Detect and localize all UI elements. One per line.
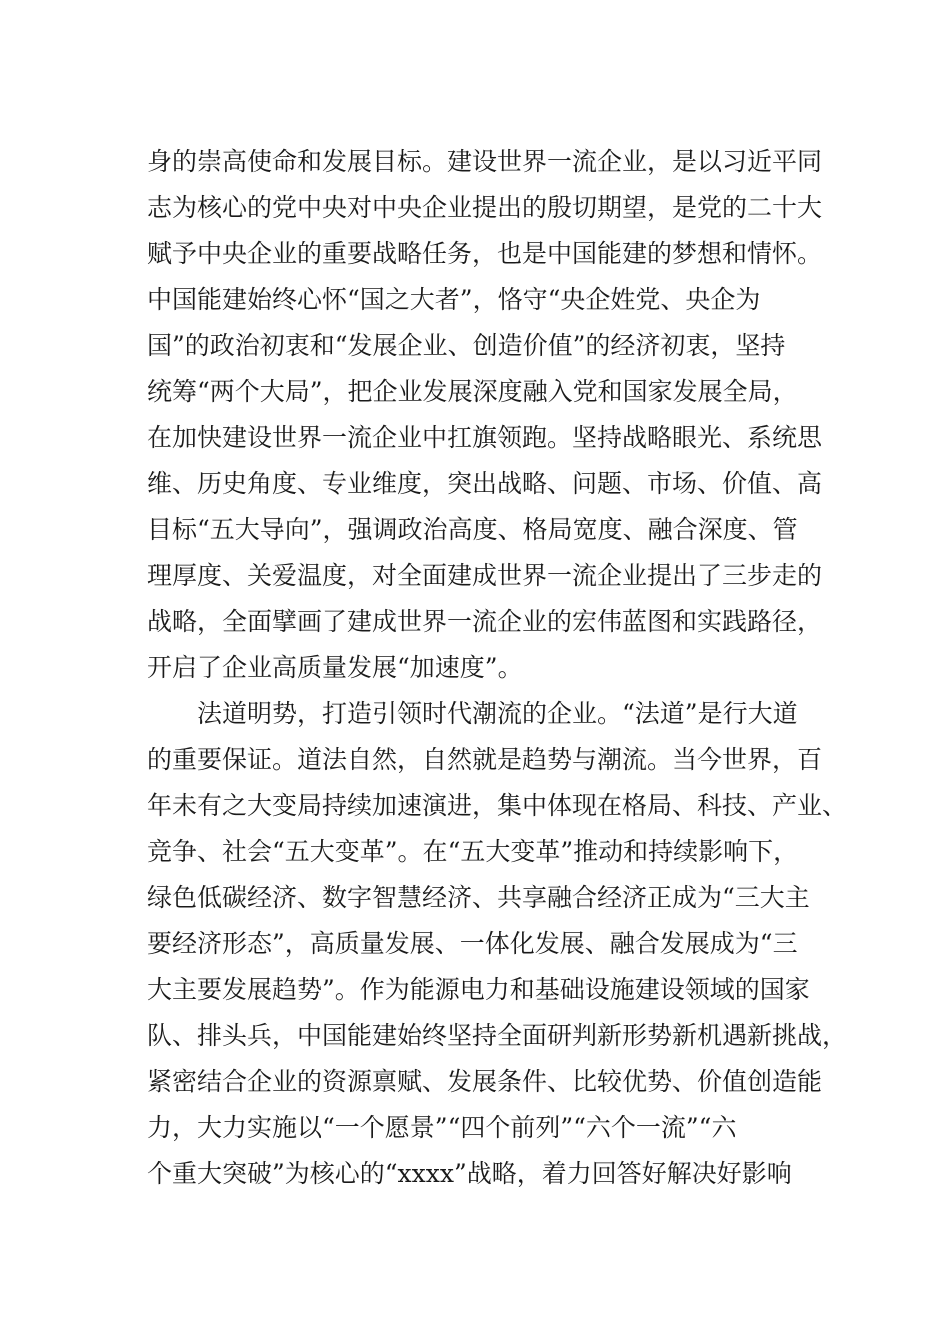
text-line: 志为核心的党中央对中央企业提出的殷切期望，是党的二十大 [147, 193, 823, 222]
text-line: 竞争、社会“五大变革”。在“五大变革”推动和持续影响下， [147, 837, 799, 866]
paragraph-first-line: 法道明势，打造引领时代潮流的企业。“法道”是行大道 [197, 699, 798, 728]
text-line: 国”的政治初衷和“发展企业、创造价值”的经济初衷，坚持 [147, 331, 786, 360]
text-line: 的重要保证。道法自然，自然就是趋势与潮流。当今世界，百 [147, 745, 823, 774]
text-line: 紧密结合企业的资源禀赋、发展条件、比较优势、价值创造能 [147, 1067, 823, 1096]
text-line: 赋予中央企业的重要战略任务，也是中国能建的梦想和情怀。 [147, 239, 823, 268]
text-line: 维、历史角度、专业维度，突出战略、问题、市场、价值、高 [147, 469, 823, 498]
text-line: 统筹“两个大局”，把企业发展深度融入党和国家发展全局， [147, 377, 798, 406]
text-line: 理厚度、关爱温度，对全面建成世界一流企业提出了三步走的 [147, 561, 823, 590]
text-line: 目标“五大导向”，强调政治高度、格局宽度、融合深度、管 [147, 515, 798, 544]
text-line: 年未有之大变局持续加速演进，集中体现在格局、科技、产业、 [147, 791, 848, 820]
text-line: 个重大突破”为核心的“xxxx”战略，着力回答好解决好影响 [147, 1159, 792, 1188]
text-line: 中国能建始终心怀“国之大者”，恪守“央企姓党、央企为 [147, 285, 761, 314]
text-line: 战略，全面擘画了建成世界一流企业的宏伟蓝图和实践路径， [147, 607, 823, 636]
text-line: 要经济形态”，高质量发展、一体化发展、融合发展成为“三 [147, 929, 798, 958]
text-line: 力，大力实施以“一个愿景”“四个前列”“六个一流”“六 [147, 1113, 737, 1142]
text-line: 绿色低碳经济、数字智慧经济、共享融合经济正成为“三大主 [147, 883, 810, 912]
text-line: 在加快建设世界一流企业中扛旗领跑。坚持战略眼光、系统思 [147, 423, 823, 452]
text-line: 大主要发展趋势”。作为能源电力和基础设施建设领域的国家 [147, 975, 810, 1004]
text-line: 身的崇高使命和发展目标。建设世界一流企业，是以习近平同 [147, 147, 823, 176]
text-line: 队、排头兵，中国能建始终坚持全面研判新形势新机遇新挑战， [147, 1021, 848, 1050]
text-line: 开启了企业高质量发展“加速度”。 [147, 653, 523, 682]
